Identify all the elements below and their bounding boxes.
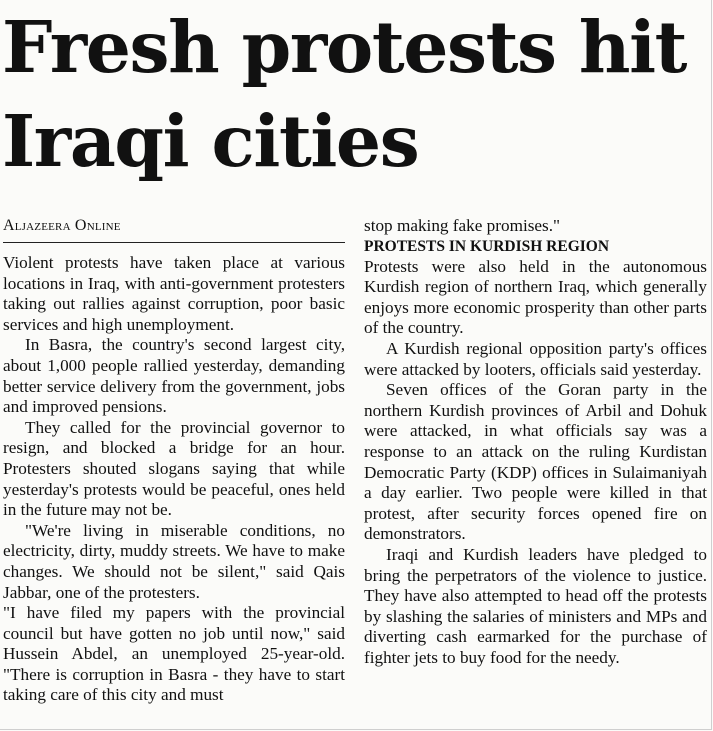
headline-line-1: Fresh protests hit [2, 5, 687, 89]
paragraph: "We're living in miserable conditions, no electricity, dirty, muddy streets. We have to make changes. We should not be silent," said Qais Jabbar, one of the protesters. [3, 520, 345, 602]
headline [2, 0, 710, 188]
paragraph: In Basra, the country's second largest city, about 1,000 people rallied yesterday, demanding better service delivery from the government, jobs and improved pensions. [3, 335, 345, 417]
byline-rule [3, 242, 345, 243]
paragraph: Iraqi and Kurdish leaders have pledged to bring the perpetrators of the violence to justice. They have also attempted to head off the protests by slashing the salaries of ministers and MPs and diverting cash earmarked for the purchase of fighter jets to buy food for the needy. [364, 544, 707, 667]
section-subhead: PROTESTS IN KURDISH REGION [364, 237, 610, 255]
paragraph: "I have filed my papers with the provincial council but have gotten no job until now," said Hussein Abdel, an unemployed 25-year-old. "There is corruption in Basra - they have to start taking care of this city and must [3, 603, 345, 705]
paragraph: Seven offices of the Goran party in the northern Kurdish provinces of Arbil and Dohuk were attacked, in what officials say was a response to an attack on the ruling Kurdistan Democratic Party (KDP) offices in Sulaimaniyah a day earlier. Two people were killed in that protest, after security forces opened fire on demonstrators. [364, 380, 707, 544]
right-column [364, 216, 707, 668]
paragraph-continuation: stop making fake promises." [364, 216, 561, 235]
paragraph: Violent protests have taken place at various locations in Iraq, with anti-government protesters taking out rallies against corruption, poor basic services and high unemployment. [3, 253, 345, 334]
headline-line-2: Iraqi cities [2, 99, 419, 183]
byline: Aljazeera Online [3, 217, 121, 234]
paragraph: Protests were also held in the autonomous Kurdish region of northern Iraq, which generally enjoys more economic prosperity than other parts of the country. [364, 256, 707, 338]
paragraph: A Kurdish regional opposition party's offices were attacked by looters, officials said yesterday. [364, 338, 707, 379]
paragraph: They called for the provincial governor to resign, and blocked a bridge for an hour. Protesters shouted slogans saying that while yesterday's protests would be peaceful, ones held in the future may not be. [3, 417, 345, 520]
left-column [3, 214, 345, 706]
